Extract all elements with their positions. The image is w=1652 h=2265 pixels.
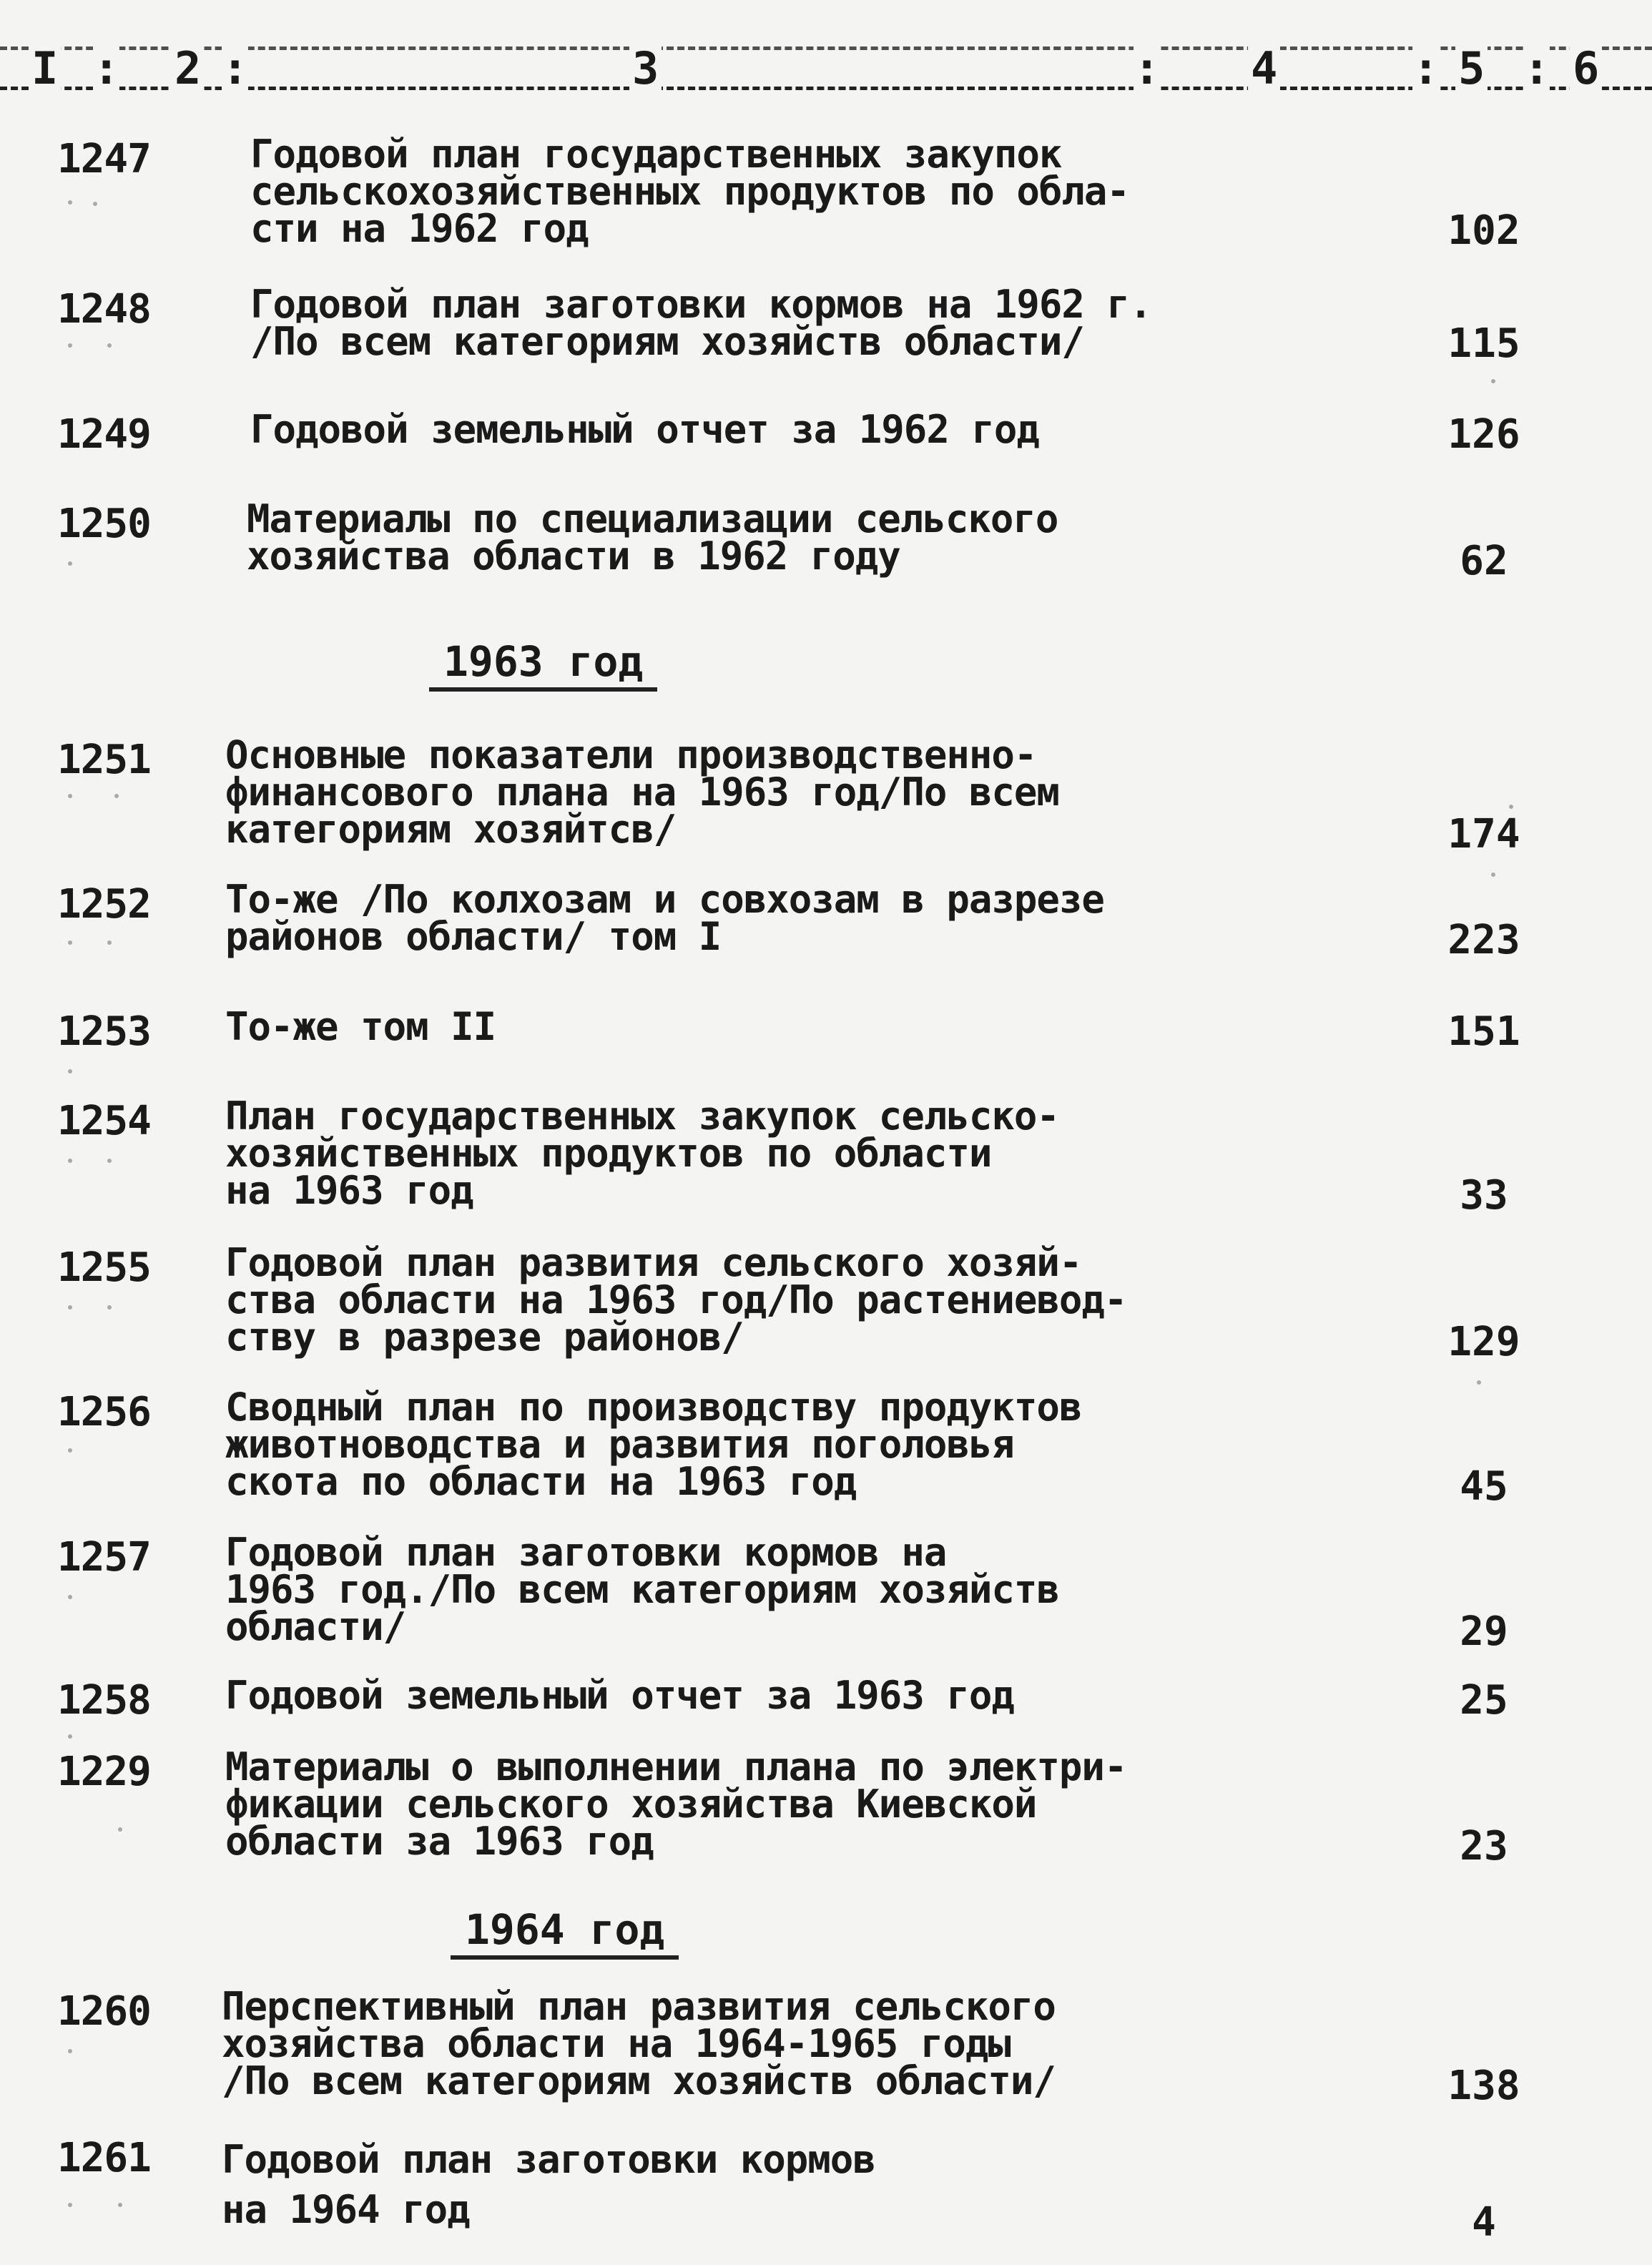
entry-title: Годовой план заготовки кормов на 1962 г. /По всем категориям хозяйств области/ (250, 282, 1152, 364)
scan-speck (68, 2203, 72, 2207)
header-col-5: 5 (1455, 44, 1488, 94)
entry-sheet-count: 25 (1460, 1677, 1508, 1724)
entry-title: Годовой план заготовки кормов на 1963 год./По всем категориям хозяйств области/ (225, 1530, 1059, 1649)
entry-sheet-count: 223 (1447, 917, 1520, 963)
entry-title: Годовой земельный отчет за 1962 год (250, 407, 1039, 452)
scan-speck (107, 1159, 112, 1163)
scan-speck (68, 794, 72, 798)
entry-number: 1253 (57, 1008, 151, 1055)
header-col-6: 6 (1570, 44, 1602, 94)
scan-speck (68, 1595, 72, 1599)
entry-number: 1256 (57, 1389, 151, 1435)
entry-number: 1255 (57, 1244, 151, 1291)
entry-number: 1229 (57, 1749, 151, 1795)
year-heading-1963: 1963 год (429, 640, 657, 692)
entry-title: Основные показатели производственно- финансового плана на 1963 год/По всем категориям хозяйтсв/ (225, 732, 1059, 852)
entry-sheet-count: 138 (1447, 2063, 1520, 2109)
entry-number: 1250 (57, 501, 151, 547)
entry-sheet-count: 29 (1460, 1608, 1508, 1655)
scan-speck (68, 200, 72, 205)
header-col-2: 2 (172, 44, 204, 94)
entry-title: Материалы по специализации сельского хозяйства области в 1962 году (247, 496, 1058, 579)
entry-title: То-же /По колхозам и совхозам в разрезе районов области/ том I (225, 877, 1104, 959)
scan-speck (68, 2049, 72, 2053)
column-header-row (0, 39, 1652, 104)
entry-title: То-же том II (225, 1004, 496, 1049)
entry-sheet-count: 62 (1460, 538, 1508, 584)
scan-speck (118, 2203, 122, 2207)
entry-sheet-count: 23 (1460, 1823, 1508, 1870)
scan-speck (1509, 805, 1513, 809)
entry-number: 1251 (57, 737, 151, 783)
scan-speck (107, 343, 112, 348)
scan-speck (68, 1734, 72, 1739)
header-separator: : (1412, 42, 1440, 94)
scan-speck (68, 343, 72, 348)
entry-title: Материалы о выполнении плана по электри- фикации сельского хозяйства Киевской области за 1963 год (225, 1744, 1127, 1864)
entry-sheet-count: 45 (1460, 1463, 1508, 1510)
entry-number: 1258 (57, 1677, 151, 1724)
header-col-3: 3 (629, 44, 662, 94)
entry-number: 1260 (57, 1988, 151, 2035)
entry-sheet-count: 126 (1447, 411, 1520, 458)
header-col-1: I (29, 44, 61, 94)
scan-speck (68, 1448, 72, 1453)
entry-number: 1248 (57, 286, 151, 333)
entry-sheet-count: 174 (1447, 811, 1520, 858)
header-separator: : (1523, 42, 1550, 94)
scan-speck (68, 1069, 72, 1073)
scan-speck (93, 202, 97, 206)
entry-sheet-count: 129 (1447, 1319, 1520, 1365)
header-separator: : (1134, 42, 1161, 94)
entry-number: 1249 (57, 411, 151, 458)
year-heading-1964: 1964 год (451, 1908, 679, 1960)
entry-title: План государственных закупок сельско- хозяйственных продуктов по области на 1963 год (225, 1094, 1059, 1213)
entry-sheet-count: 151 (1447, 1008, 1520, 1055)
entry-number: 1247 (57, 136, 151, 182)
scan-speck (1491, 873, 1495, 877)
scan-speck (107, 1305, 112, 1310)
scan-speck (68, 1305, 72, 1310)
entry-sheet-count: 115 (1447, 320, 1520, 367)
scan-speck (1491, 379, 1495, 383)
entry-title: Сводный план по производству продуктов животноводства и развития поголовья скота по области на 1963 год (225, 1385, 1082, 1504)
header-separator: : (222, 42, 249, 94)
scan-speck (118, 1827, 122, 1832)
scan-speck (114, 794, 119, 798)
scan-speck (68, 940, 72, 945)
scan-speck (107, 940, 112, 945)
entry-title: Годовой земельный отчет за 1963 год (225, 1673, 1014, 1718)
scan-speck (68, 561, 72, 566)
scan-speck (1477, 1380, 1481, 1385)
entry-number: 1257 (57, 1534, 151, 1581)
entry-title: Перспективный план развития сельского хозяйства области на 1964-1965 годы /По всем категориям хозяйств области/ (222, 1984, 1056, 2103)
entry-number: 1261 (57, 2135, 151, 2181)
entry-sheet-count: 4 (1472, 2199, 1496, 2246)
header-col-4: 4 (1248, 44, 1280, 94)
entry-number: 1252 (57, 881, 151, 928)
entry-sheet-count: 33 (1460, 1172, 1508, 1219)
scan-speck (68, 1159, 72, 1163)
entry-title: Годовой план развития сельского хозяй- ства области на 1963 год/По растениевод- ству в разрезе районов/ (225, 1240, 1127, 1360)
entry-title: Годовой план заготовки кормов на 1964 год (222, 2137, 875, 2232)
entry-title: Годовой план государственных закупок сельскохозяйственных продуктов по обла- сти на 1962 год (250, 132, 1129, 251)
entry-sheet-count: 102 (1447, 207, 1520, 254)
header-separator: : (93, 42, 120, 94)
entry-number: 1254 (57, 1098, 151, 1144)
